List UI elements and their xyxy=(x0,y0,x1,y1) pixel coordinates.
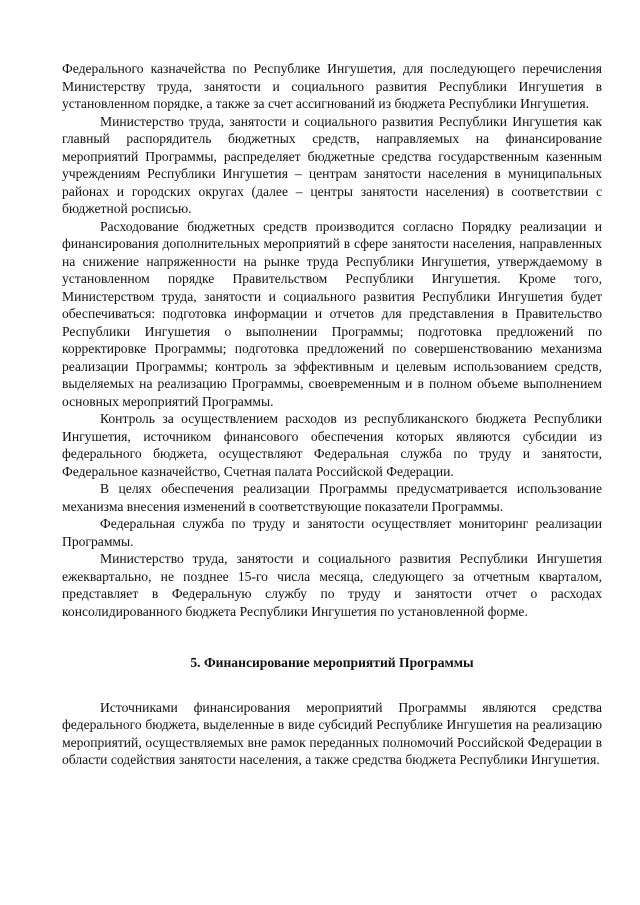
paragraph-changes-mechanism: В целях обеспечения реализации Программы предусматривается использование механизма внесения изменений в соответствующие показатели Программы. xyxy=(62,481,602,514)
paragraph-monitoring: Федеральная служба по труду и занятости осуществляет мониторинг реализации Программы. xyxy=(62,516,602,549)
paragraph-spending-procedure: Расходование бюджетных средств производится согласно Порядку реализации и финансирования дополнительных мероприятий в сфере занятости населения, направленных на снижение напряженности на рынке труда Республики Ингушетия, утверждаемому в установленном порядке Правительством Республики Ингушетия. Кроме того, Министерством труда, занятости и социального развития Республики Ингушетия будет обеспечиваться: подготовка информации и отчетов для представления в Правительство Республики Ингушетия о выполнении Программы; подготовка предложений по корректировке Программы; подготовка предложений по совершенствованию механизма реализации Программы; контроль за эффективным и целевым использованием средств, выделяемых на реализацию Программы, своевременным и в полном объеме выполнением основных мероприятий Программы. xyxy=(62,218,602,409)
paragraph-funding-sources: Источниками финансирования мероприятий Программы являются средства федерального бюджета, выделенные в виде субсидий Республике Ингушетия на реализацию мероприятий, осуществляемых вне рамок переданных полномочий Российской Федерации в области содействия занятости населения, а также средства бюджета Республики Ингушетия. xyxy=(62,699,602,767)
paragraph-control: Контроль за осуществлением расходов из республиканского бюджета Республики Ингушетия, источником финансового обеспечения которых являются субсидии из федерального бюджета, осуществляют Федеральная служба по труду и занятости, Федеральное казначейство, Счетная палата Российской Федерации. xyxy=(62,411,602,479)
paragraph-quarterly-report: Министерство труда, занятости и социального развития Республики Ингушетия ежеквартально, не позднее 15-го числа месяца, следующего за отчетным кварталом, представляет в Федеральную службу по труду и занятости отчет о расходах консолидированного бюджета Республики Ингушетия по установленной форме. xyxy=(62,551,602,619)
paragraph-ministry-distribution: Министерство труда, занятости и социального развития Республики Ингушетия как главный распорядитель бюджетных средств, направляемых на финансирование мероприятий Программы, распределяет бюджетные средства государственным казенным учреждениям Республики Ингушетия – центрам занятости населения в муниципальных районах и городских округах (далее – центры занятости населения) в соответствии с бюджетной росписью. xyxy=(62,113,602,216)
section-heading: 5. Финансирование мероприятий Программы xyxy=(190,655,474,670)
paragraph-continuation: Федерального казначейства по Республике Ингушетия, для последующего перечисления Министерству труда, занятости и социального развития Республики Ингушетия в установленном порядке, а также за счет ассигнований из бюджета Республики Ингушетия. xyxy=(62,61,602,111)
document-page xyxy=(62,60,602,769)
